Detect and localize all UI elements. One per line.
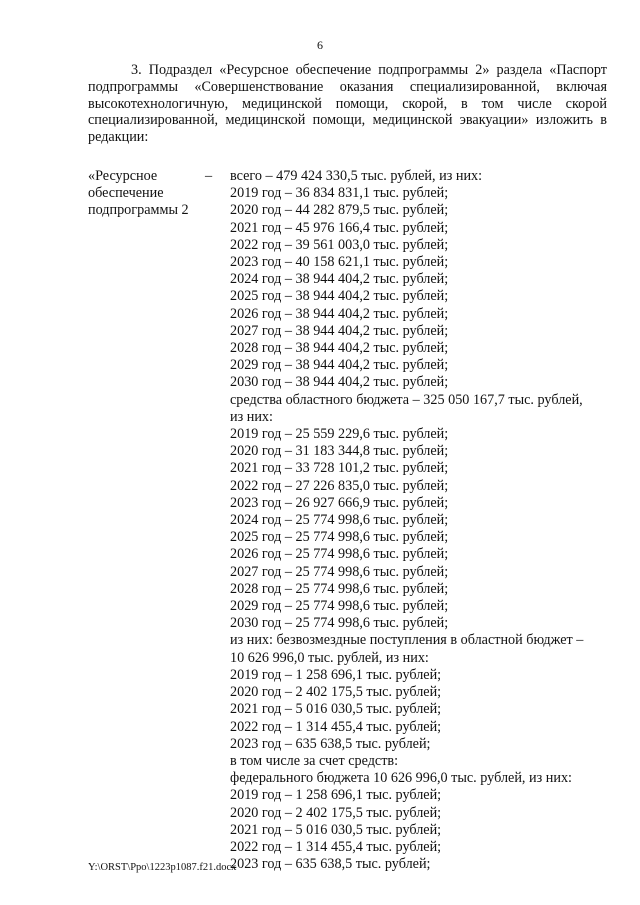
- funding-line: средства областного бюджета – 325 050 167,7 тыс. рублей,: [230, 391, 583, 408]
- funding-line: 2021 год – 45 976 166,4 тыс. рублей;: [230, 219, 449, 236]
- funding-line: 2025 год – 25 774 998,6 тыс. рублей;: [230, 529, 449, 546]
- funding-line: 2019 год – 1 258 696,1 тыс. рублей;: [230, 787, 442, 804]
- funding-line: 2022 год – 27 226 835,0 тыс. рублей;: [230, 477, 449, 494]
- funding-line: 2025 год – 38 944 404,2 тыс. рублей;: [230, 288, 449, 305]
- funding-line: 2022 год – 1 314 455,4 тыс. рублей;: [230, 718, 442, 735]
- funding-line: федерального бюджета 10 626 996,0 тыс. рублей, из них:: [230, 770, 572, 787]
- label-dash: –: [205, 168, 213, 184]
- resource-label: «Ресурсное обеспечение подпрограммы 2: [88, 168, 189, 219]
- file-path-footer: Y:\ORST\Ppo\1223p1087.f21.docx: [88, 862, 237, 873]
- funding-line: 2030 год – 25 774 998,6 тыс. рублей;: [230, 615, 449, 632]
- funding-line: 2020 год – 31 183 344,8 тыс. рублей;: [230, 443, 449, 460]
- funding-line: 2019 год – 36 834 831,1 тыс. рублей;: [230, 185, 449, 202]
- funding-line: из них:: [230, 408, 273, 425]
- funding-line: 2023 год – 26 927 666,9 тыс. рублей;: [230, 494, 449, 511]
- funding-line: 2023 год – 635 638,5 тыс. рублей;: [230, 856, 431, 873]
- funding-line: 2020 год – 2 402 175,5 тыс. рублей;: [230, 684, 442, 701]
- funding-line: 2023 год – 635 638,5 тыс. рублей;: [230, 735, 431, 752]
- funding-line: 2024 год – 25 774 998,6 тыс. рублей;: [230, 512, 449, 529]
- funding-line: 2030 год – 38 944 404,2 тыс. рублей;: [230, 374, 449, 391]
- funding-line: 2029 год – 25 774 998,6 тыс. рублей;: [230, 598, 449, 615]
- funding-line: 2026 год – 38 944 404,2 тыс. рублей;: [230, 305, 449, 322]
- funding-line: 2019 год – 25 559 229,6 тыс. рублей;: [230, 426, 449, 443]
- funding-line: 2022 год – 39 561 003,0 тыс. рублей;: [230, 236, 449, 253]
- funding-line: 2027 год – 38 944 404,2 тыс. рублей;: [230, 322, 449, 339]
- funding-line: 2021 год – 5 016 030,5 тыс. рублей;: [230, 821, 442, 838]
- funding-line: 2029 год – 38 944 404,2 тыс. рублей;: [230, 357, 449, 374]
- intro-paragraph: 3. Подраздел «Ресурсное обеспечение подпрограммы 2» раздела «Паспорт подпрограммы «Совершенствование оказания специализированной, включая высокотехнологичную, медицинской помощи, скорой, в том числе скорой специализированной, медицинской помощи, медицинской эвакуации» изложить в редакции:: [88, 62, 607, 146]
- funding-line: 2024 год – 38 944 404,2 тыс. рублей;: [230, 271, 449, 288]
- funding-line: 2028 год – 25 774 998,6 тыс. рублей;: [230, 580, 449, 597]
- funding-line: в том числе за счет средств:: [230, 752, 399, 769]
- funding-line: 2028 год – 38 944 404,2 тыс. рублей;: [230, 340, 449, 357]
- funding-line: всего – 479 424 330,5 тыс. рублей, из них:: [230, 168, 483, 184]
- funding-line: из них: безвозмездные поступления в областной бюджет –: [230, 632, 584, 649]
- funding-line: 2020 год – 44 282 879,5 тыс. рублей;: [230, 202, 449, 219]
- funding-line: 2020 год – 2 402 175,5 тыс. рублей;: [230, 804, 442, 821]
- funding-line: 2023 год – 40 158 621,1 тыс. рублей;: [230, 254, 449, 271]
- funding-line: 2022 год – 1 314 455,4 тыс. рублей;: [230, 838, 442, 855]
- funding-line: 2027 год – 25 774 998,6 тыс. рублей;: [230, 563, 449, 580]
- funding-line: 2021 год – 5 016 030,5 тыс. рублей;: [230, 701, 442, 718]
- resource-lines: [230, 168, 614, 873]
- funding-line: 10 626 996,0 тыс. рублей, из них:: [230, 649, 429, 666]
- funding-line: 2021 год – 33 728 101,2 тыс. рублей;: [230, 460, 449, 477]
- page-number: 6: [317, 38, 323, 52]
- funding-line: 2019 год – 1 258 696,1 тыс. рублей;: [230, 666, 442, 683]
- funding-line: 2026 год – 25 774 998,6 тыс. рублей;: [230, 546, 449, 563]
